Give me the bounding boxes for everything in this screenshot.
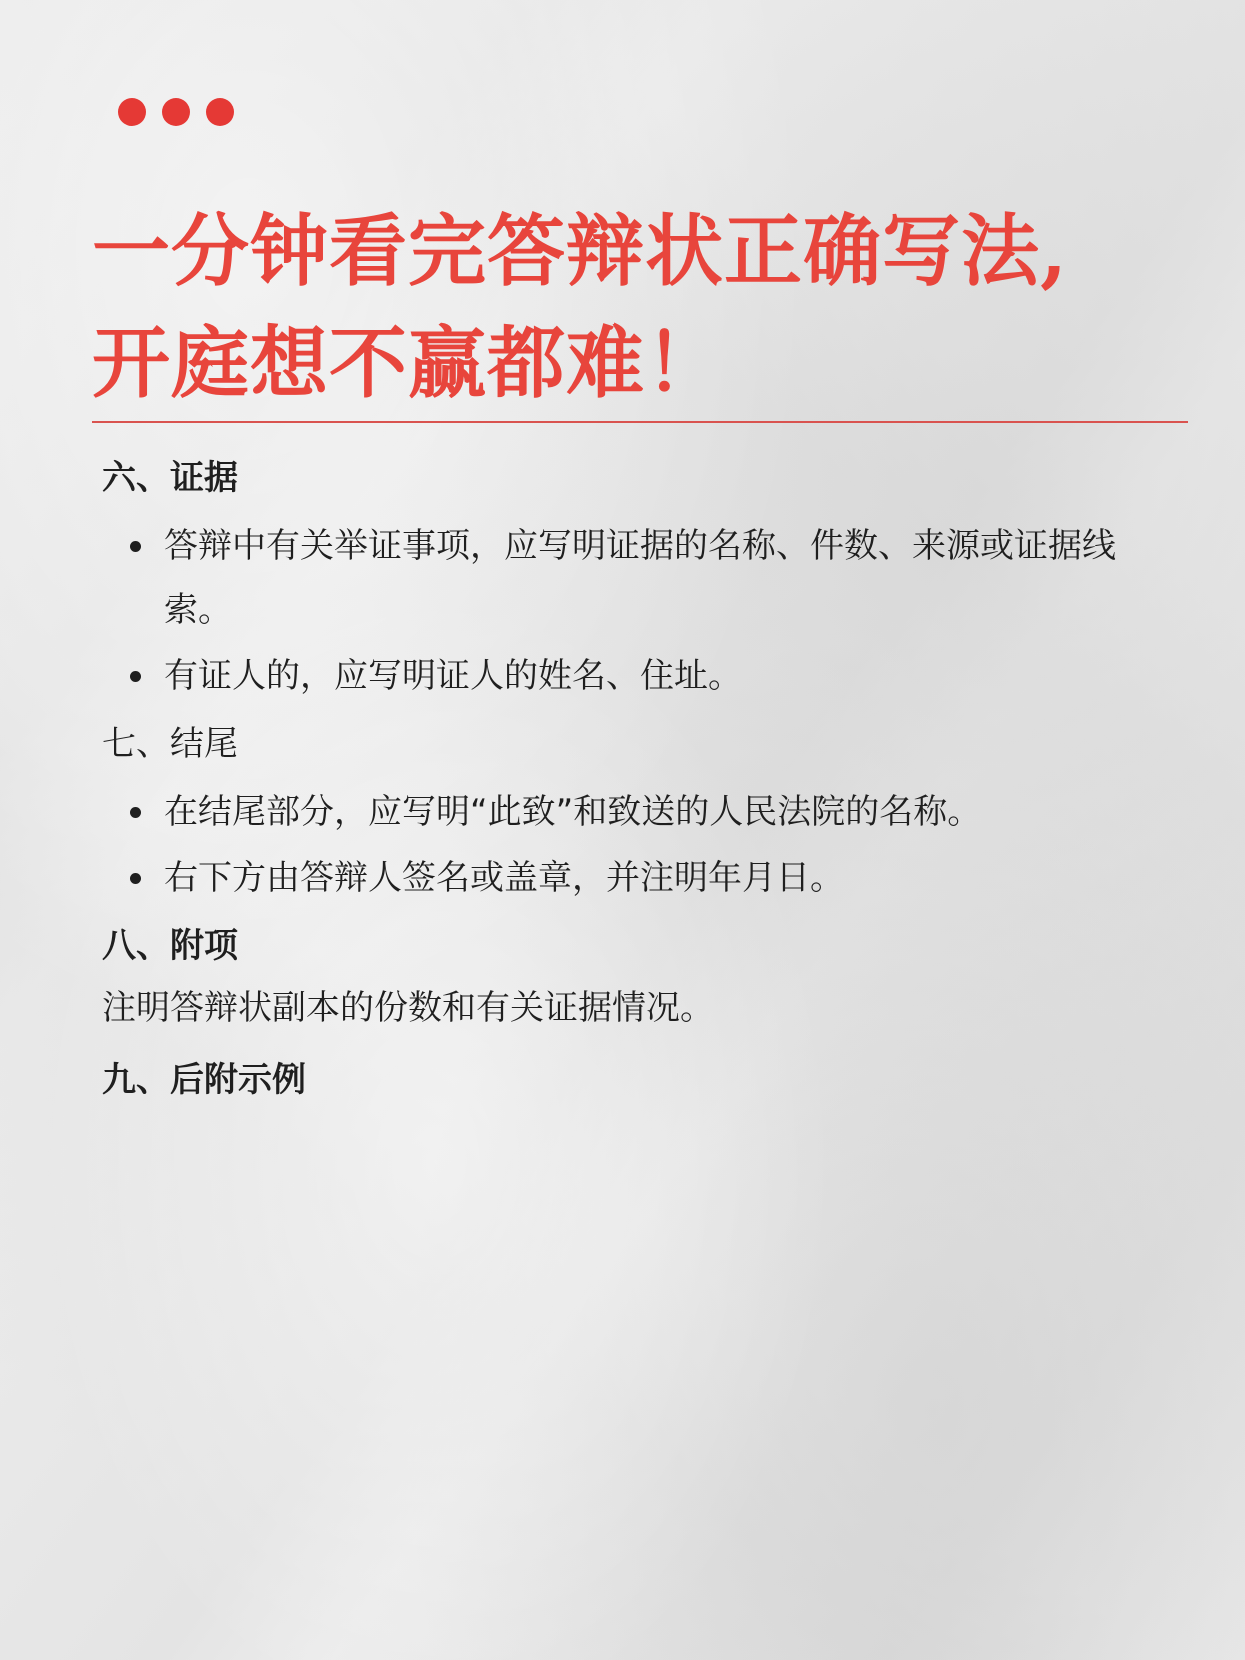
list-item-text: 在结尾部分，应写明“此致”和致送的人民法院的名称。 — [164, 792, 982, 832]
list-item — [102, 846, 1162, 910]
bullet-dot-icon — [130, 807, 141, 818]
section-heading-example: 九、后附示例 — [102, 1060, 306, 1100]
list-item — [102, 780, 1162, 844]
title-line-1: 一分钟看完答辩状正确写法, — [92, 206, 1069, 297]
section-heading-evidence: 六、证据 — [102, 458, 238, 498]
bullet-dot-icon — [130, 873, 141, 884]
list-item — [102, 514, 1162, 642]
section-heading-attachments: 八、附项 — [102, 926, 238, 966]
evidence-bullet-list — [102, 514, 1162, 708]
decorative-dots — [118, 98, 234, 126]
title-line-2: 开庭想不赢都难！ — [92, 318, 725, 409]
list-item-text: 有证人的，应写明证人的姓名、住址。 — [164, 656, 742, 696]
closing-bullet-list — [102, 780, 1162, 910]
title-divider — [92, 421, 1188, 423]
bullet-dot-icon — [130, 541, 141, 552]
section-heading-closing: 七、结尾 — [102, 724, 238, 764]
document-body — [102, 452, 1162, 1116]
list-item — [102, 644, 1162, 708]
list-item-text: 右下方由答辩人签名或盖章，并注明年月日。 — [164, 858, 844, 898]
red-dot-icon — [118, 98, 146, 126]
bullet-dot-icon — [130, 671, 141, 682]
attachments-paragraph: 注明答辩状副本的份数和有关证据情况。 — [102, 988, 714, 1028]
list-item-text: 答辩中有关举证事项，应写明证据的名称、件数、来源或证据线索。 — [164, 526, 1116, 630]
red-dot-icon — [206, 98, 234, 126]
red-dot-icon — [162, 98, 190, 126]
page-title — [92, 196, 1192, 420]
